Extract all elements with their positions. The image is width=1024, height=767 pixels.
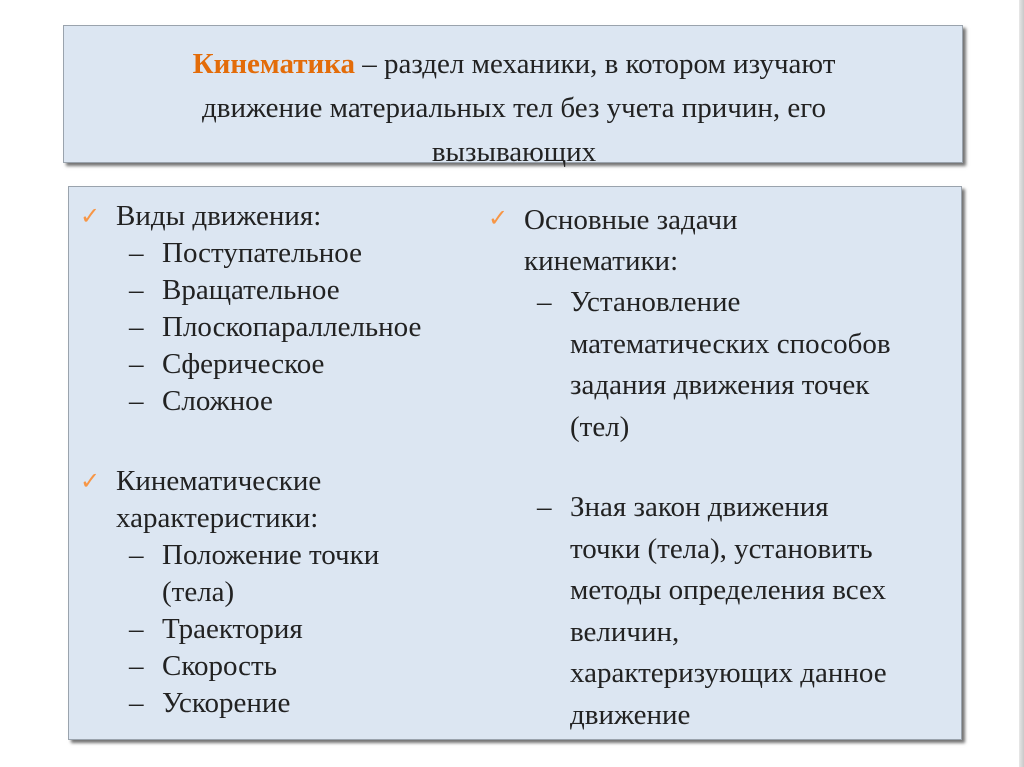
right-column [488,200,958,736]
definition-line-3: вызывающих [431,136,597,168]
list-item: – Сферическое [129,348,325,380]
main-tasks-heading: ✓ Основные задачи кинематики: [488,200,958,282]
list-item: – Зная закон движения точки (тела), установить методы определения всех величин, характеризующих данное движение [537,491,887,731]
checkmark-icon: ✓ [488,204,509,232]
list-item: – Установление математических способов задания движения точек (тел) [537,286,891,443]
definition-text [64,42,964,174]
list-item: – Скорость [129,650,277,682]
checkmark-icon: ✓ [80,467,101,495]
list-item: – Вращательное [129,274,340,306]
list-item: – Поступательное [129,237,362,269]
list-item: – Положение точки (тела) [129,539,380,608]
motion-types-heading: ✓ Виды движения: [80,200,322,232]
list-item: – Плоскопараллельное [129,311,422,343]
definition-line-1: – раздел механики, в котором изучают [354,48,836,80]
left-column [80,198,480,722]
list-item: – Траектория [129,613,303,645]
definition-term: Кинематика [192,48,355,80]
list-item: – Ускорение [129,687,291,719]
checkmark-icon: ✓ [80,202,101,230]
slide-edge-shadow [1019,0,1024,767]
definition-box [63,25,963,168]
list-item: – Сложное [129,385,273,417]
kinematic-characteristics-heading: ✓ Кинематические характеристики: [80,465,322,534]
definition-line-2: движение материальных тел без учета причин, его [202,92,826,124]
